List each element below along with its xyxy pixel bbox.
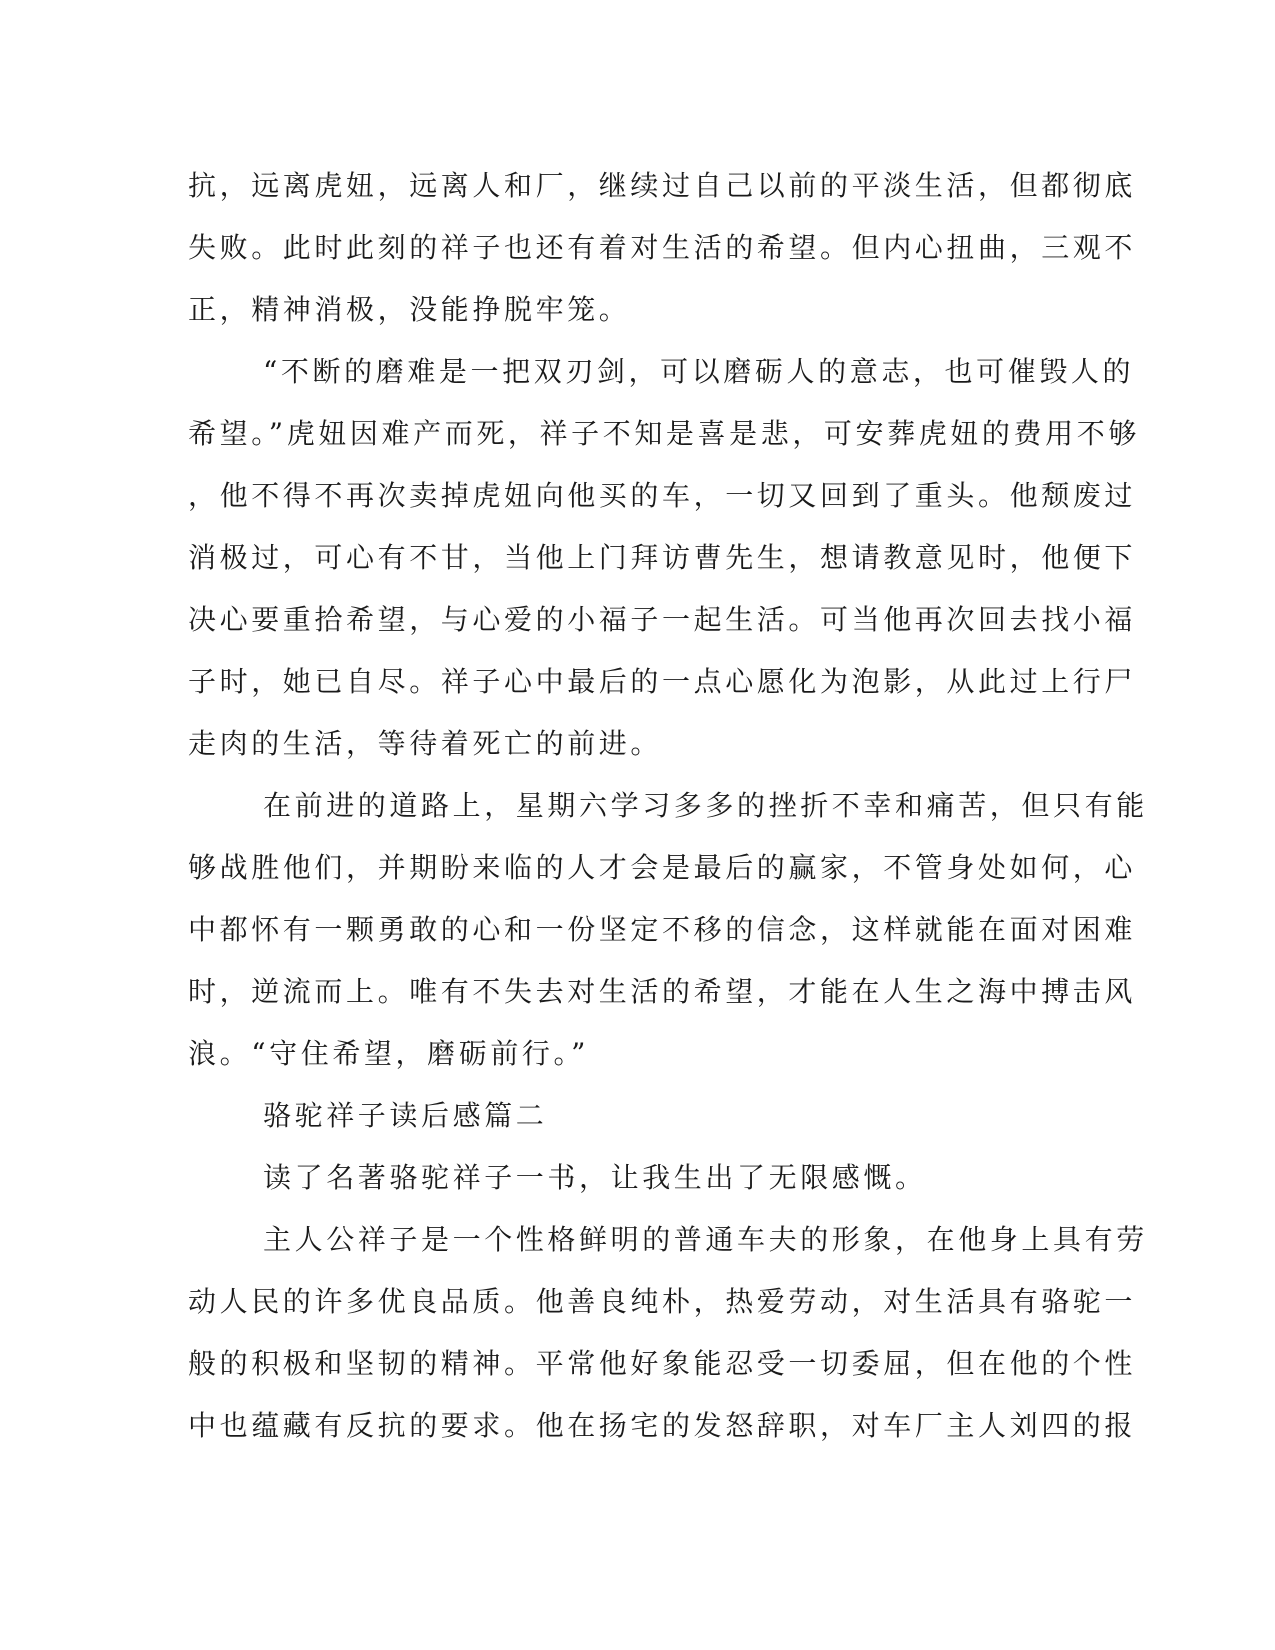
text-line: 时，逆流而上。唯有不失去对生活的希望，才能在人生之海中搏击风 (188, 975, 1137, 1008)
text-line: 失败。此时此刻的祥子也还有着对生活的希望。但内心扭曲，三观不 (188, 231, 1137, 264)
paragraph-start-line: 读了名著骆驼祥子一书，让我生出了无限感慨。 (263, 1161, 927, 1194)
paragraph-start-line: “不断的磨难是一把双刃剑，可以磨砺人的意志，也可催毁人的 (263, 355, 1135, 388)
text-line: 走肉的生活，等待着死亡的前进。 (188, 727, 663, 760)
section-heading: 骆驼祥子读后感篇二 (263, 1099, 548, 1132)
text-line: 动人民的许多优良品质。他善良纯朴，热爱劳动，对生活具有骆驼一 (188, 1285, 1137, 1318)
text-line: 够战胜他们，并期盼来临的人才会是最后的赢家，不管身处如何，心 (188, 851, 1137, 884)
text-line: 正，精神消极，没能挣脱牢笼。 (188, 293, 631, 326)
text-line: 般的积极和坚韧的精神。平常他好象能忍受一切委屈，但在他的个性 (188, 1347, 1137, 1380)
paragraph-start-line: 主人公祥子是一个性格鲜明的普通车夫的形象，在他身上具有劳 (263, 1223, 1148, 1256)
document-body (188, 155, 1148, 1457)
text-line: 中都怀有一颗勇敢的心和一份坚定不移的信念，这样就能在面对困难 (188, 913, 1137, 946)
text-line: 决心要重拾希望，与心爱的小福子一起生活。可当他再次回去找小福 (188, 603, 1137, 636)
text-line: 子时，她已自尽。祥子心中最后的一点心愿化为泡影，从此过上行尸 (188, 665, 1137, 698)
paragraph-start-line: 在前进的道路上，星期六学习多多的挫折不幸和痛苦，但只有能 (263, 789, 1148, 822)
text-line: 抗，远离虎妞，远离人和厂，继续过自己以前的平淡生活，但都彻底 (188, 169, 1137, 202)
text-line: ，他不得不再次卖掉虎妞向他买的车，一切又回到了重头。他颓废过 (188, 479, 1137, 512)
text-line: 消极过，可心有不甘，当他上门拜访曹先生，想请教意见时，他便下 (188, 541, 1137, 574)
text-line: 希望。”虎妞因难产而死，祥子不知是喜是悲，可安葬虎妞的费用不够 (188, 417, 1140, 450)
text-line: 浪。“守住希望，磨砺前行。” (188, 1037, 590, 1070)
text-line: 中也蕴藏有反抗的要求。他在扬宅的发怒辞职，对车厂主人刘四的报 (188, 1409, 1137, 1442)
